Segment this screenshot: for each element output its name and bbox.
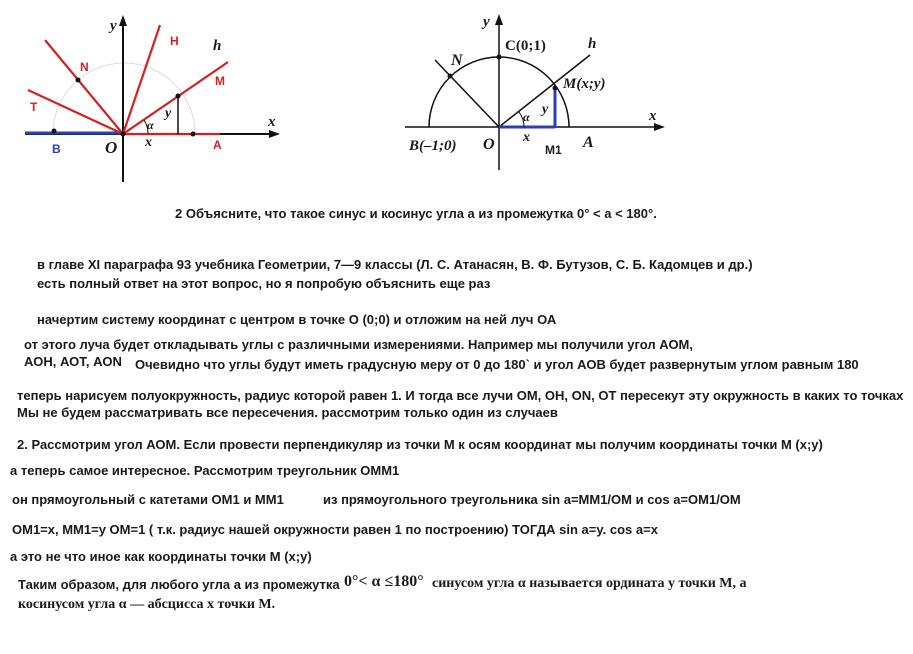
point-c — [497, 55, 502, 60]
figure-unit-semicircle — [395, 10, 685, 185]
point-c-label: C(0;1) — [505, 38, 546, 54]
paragraph-8: 2. Рассмотрим угол АОМ. Если провести перпендикуляр из точки М к осям координат мы получим координаты точки М (х;у) — [17, 437, 823, 452]
y-seg-label: y — [165, 106, 172, 121]
point-n — [76, 78, 81, 83]
y-axis-label: y — [483, 14, 490, 30]
label-n: N — [80, 60, 89, 74]
alpha-label: α — [523, 110, 530, 124]
paragraph-3: начертим систему координат с центром в точке О (0;0) и отложим на ней луч ОА — [37, 312, 557, 327]
ray-ot — [28, 90, 123, 134]
y-axis-label: y — [110, 18, 117, 34]
paragraph-6: теперь нарисуем полуокружность, радиус которой равен 1. И тогда все лучи ОМ, ОН, ОN, ОТ пересекут эту окружность в каких то точках — [17, 388, 904, 403]
point-a — [191, 132, 196, 137]
paragraph-14: косинусом угла α — абсцисса x точки M. — [18, 597, 276, 612]
x-axis-label: x — [649, 108, 657, 124]
label-m: M — [215, 74, 225, 88]
label-a: A — [213, 138, 222, 152]
point-b — [52, 129, 57, 134]
paragraph-12: а это не что иное как координаты точки М (х;у) — [10, 549, 312, 564]
alpha-label: α — [147, 118, 154, 132]
label-h: H — [170, 34, 179, 48]
x-arrow-icon — [269, 130, 280, 138]
point-n-label: N — [451, 52, 463, 69]
point-a-label: A — [583, 134, 594, 151]
point-m-label: M(x;y) — [563, 76, 606, 92]
y-arrow-icon — [119, 15, 127, 26]
paragraph-5b: Очевидно что углы будут иметь градусную меру от 0 до 180` и угол АОВ будет развернутым углом равным 180 — [135, 357, 859, 372]
x-axis-label: x — [268, 114, 276, 130]
m1-label: M1 — [545, 143, 562, 157]
paragraph-1: в главе XI параграфа 93 учебника Геометрии, 7—9 классы (Л. С. Атанасян, В. Ф. Бутузов, С. Б. Кадомцев и др.) — [37, 257, 753, 272]
origin-label: O — [483, 136, 495, 153]
question-text: 2 Объясните, что такое синус и косинус угла а из промежутка 0° < a < 180°. — [175, 206, 657, 221]
rays-diagram — [10, 10, 300, 185]
point-n — [448, 74, 453, 79]
ray-on — [435, 60, 499, 127]
origin-label: O — [105, 138, 118, 157]
paragraph-2: есть полный ответ на этот вопрос, но я попробую объяснить еще раз — [37, 276, 491, 291]
point-m — [176, 94, 181, 99]
point-b-label: B(–1;0) — [409, 138, 457, 154]
point-o — [121, 132, 126, 137]
label-b: B — [52, 142, 61, 156]
label-t: T — [30, 100, 38, 114]
semicircle-diagram — [395, 10, 685, 185]
paragraph-11: OM1=x, MM1=y OM=1 ( т.к. радиус нашей окружности равен 1 по построению) ТОГДА sin a=y. cos a=x — [12, 522, 658, 537]
point-m — [553, 86, 558, 91]
paragraph-10a: он прямоугольный с катетами ОМ1 и ММ1 — [12, 492, 284, 507]
paragraph-5a: АОН, АОТ, АОN — [24, 354, 122, 369]
paragraph-7: Мы не будем рассматривать все пересечения. рассмотрим только один из случаев — [17, 405, 558, 420]
x-seg-label: x — [145, 135, 152, 150]
ray-h-label: h — [213, 38, 222, 54]
x-seg-label: x — [523, 130, 530, 145]
ray-h-label: h — [588, 36, 597, 52]
y-seg-label: y — [542, 102, 549, 117]
paragraph-13c: синусом угла α называется ордината y точки M, а — [432, 576, 747, 591]
paragraph-9: а теперь самое интересное. Рассмотрим треугольник ОММ1 — [10, 463, 400, 478]
paragraph-13a: Таким образом, для любого угла а из промежутка — [18, 577, 340, 592]
paragraph-10b: из прямоугольного треугольника sin a=MM1/OM и cos a=OM1/OM — [323, 492, 741, 507]
figure-rays — [10, 10, 300, 185]
ray-on — [45, 40, 123, 134]
ray-om — [123, 62, 228, 134]
y-arrow-icon — [495, 14, 503, 25]
paragraph-4: от этого луча будет откладывать углы с различными измерениями. Например мы получили угол АОМ, — [24, 337, 693, 352]
paragraph-13b: 0°< α ≤180° — [344, 573, 424, 590]
ray-oh — [123, 25, 160, 134]
